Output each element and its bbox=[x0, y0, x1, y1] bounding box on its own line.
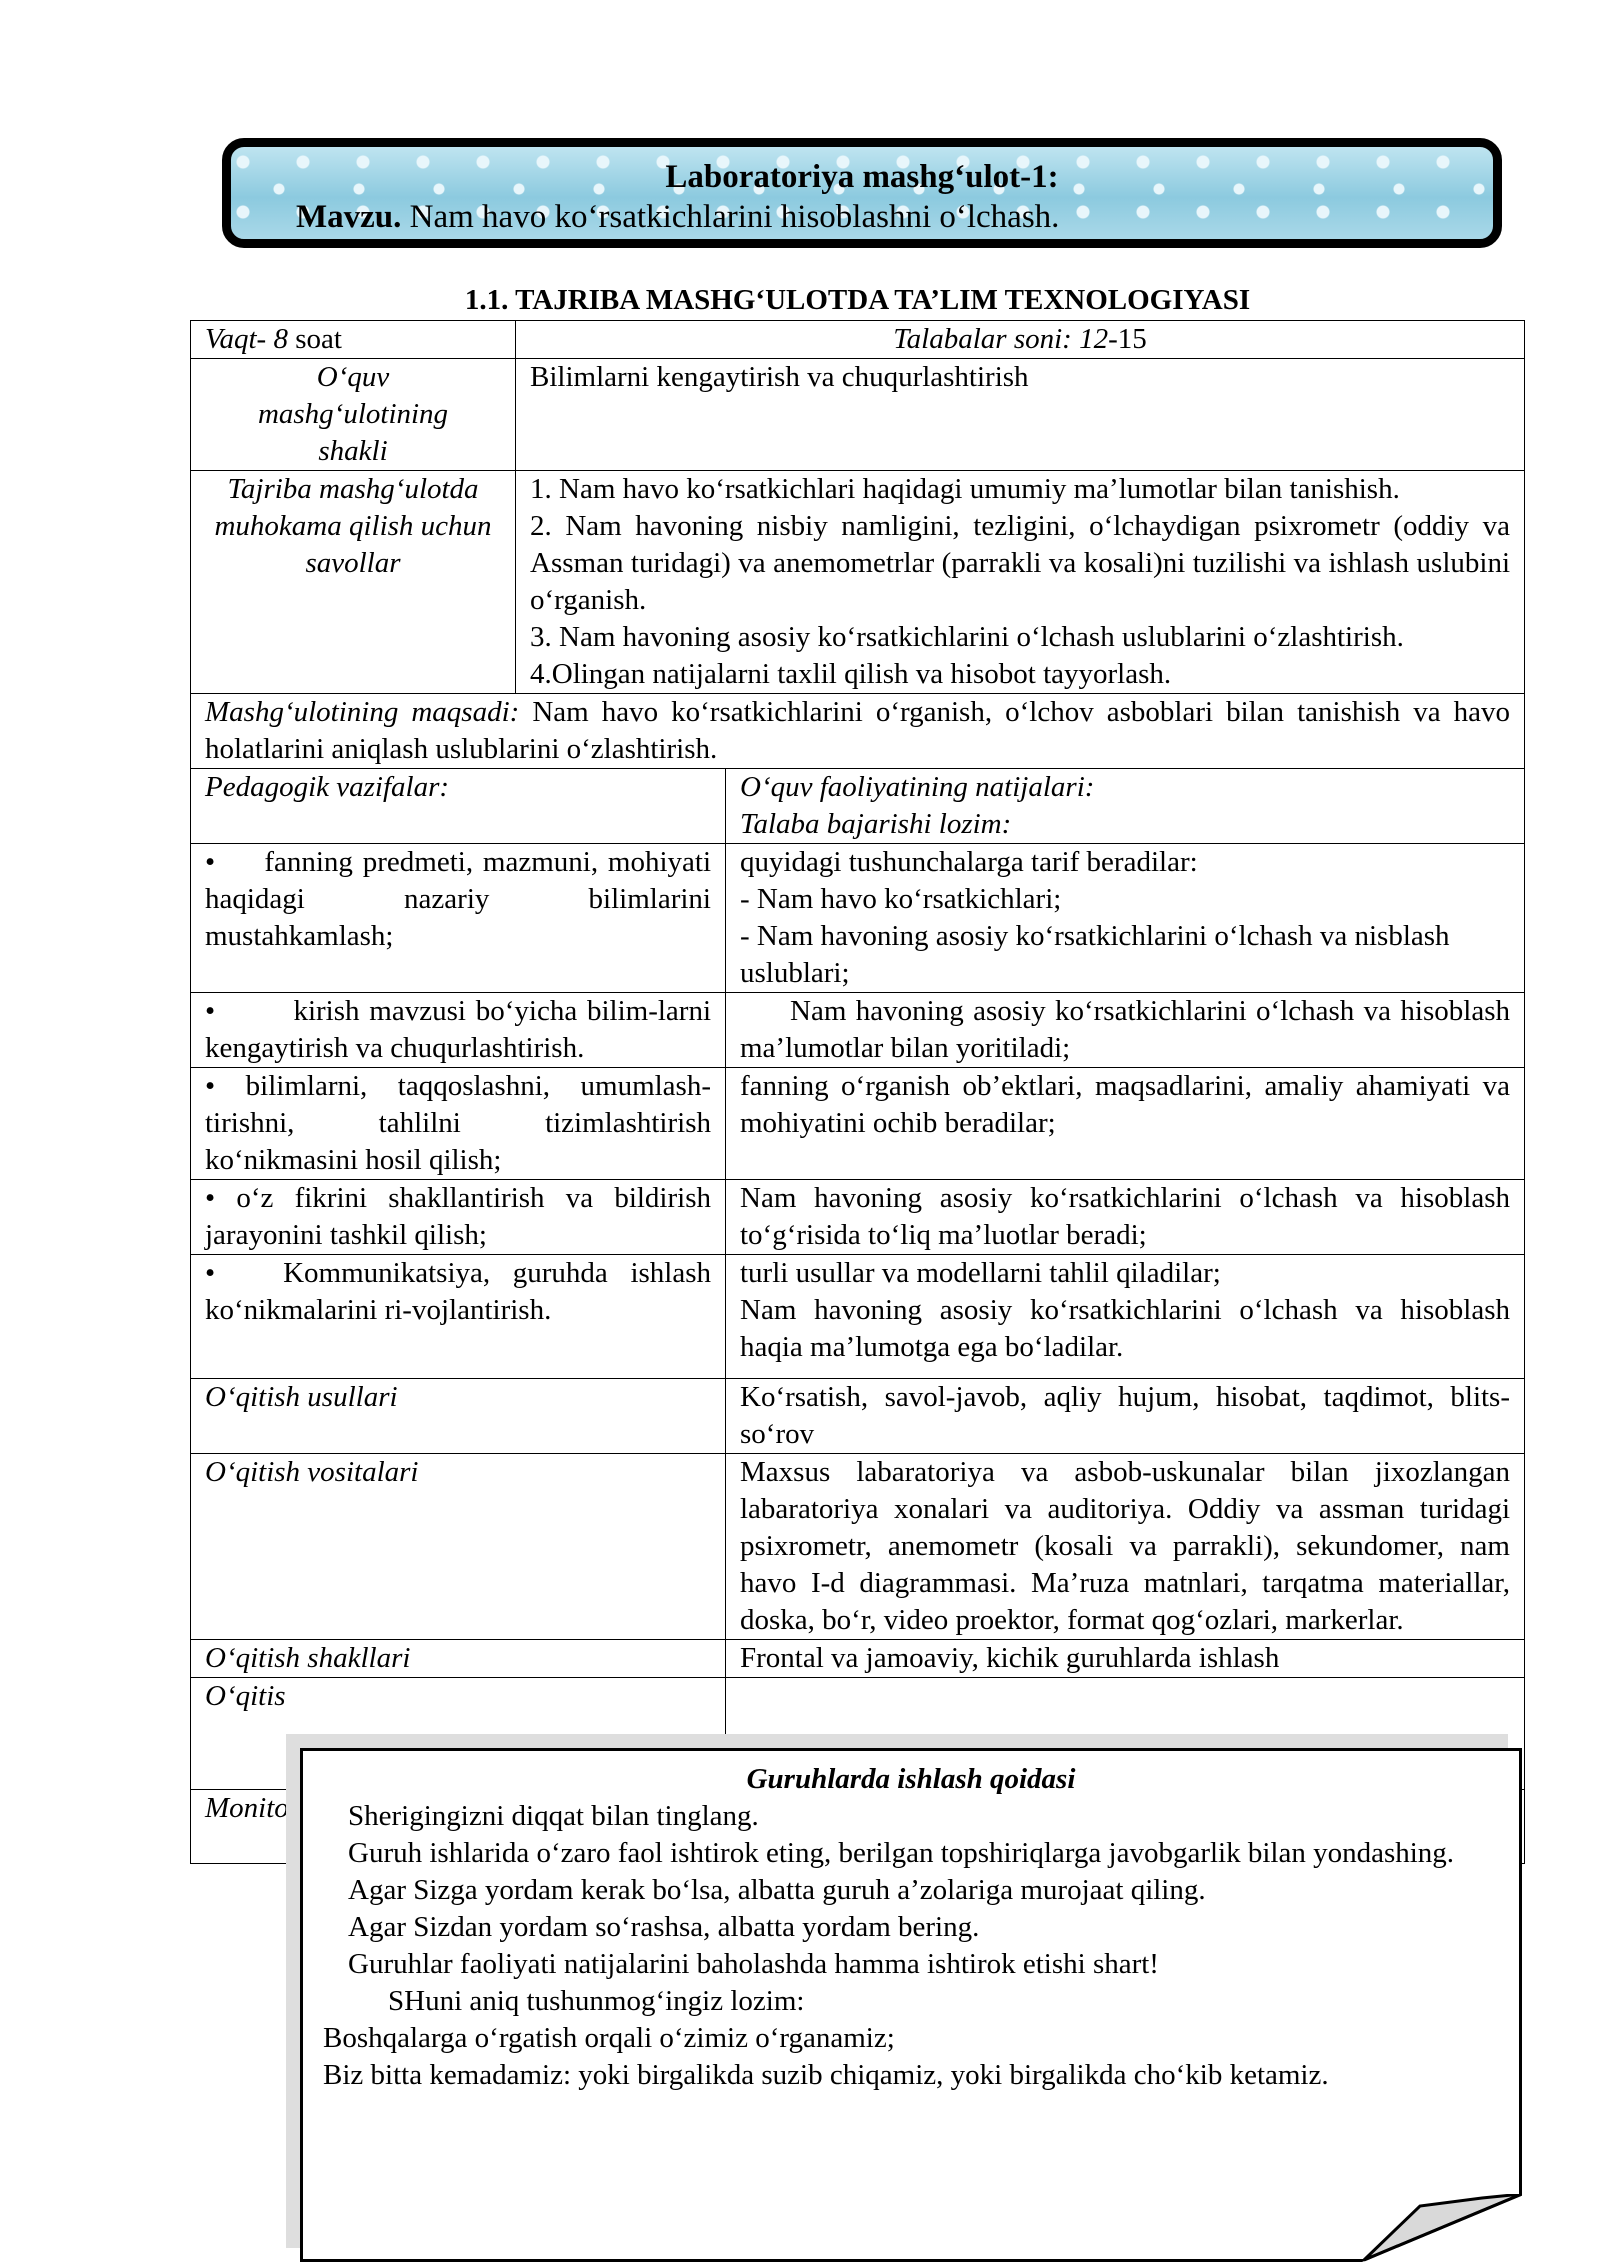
topic-line bbox=[296, 199, 1059, 236]
forms-value: Frontal va jamoaviy, kichik guruhlarda ishlash bbox=[726, 1640, 1525, 1678]
form-label: O‘quv mashg‘ulotining shakli bbox=[191, 359, 516, 471]
results-header-line: O‘quv faoliyatining natijalari: bbox=[740, 771, 1095, 803]
title-banner bbox=[222, 138, 1502, 248]
note-closing: Boshqalarga o‘rgatish orqali o‘zimiz o‘rganamiz; bbox=[323, 2022, 895, 2054]
form-value: Bilimlarni kengaytirish va chuqurlashtirish bbox=[516, 359, 1525, 471]
technology-table bbox=[190, 320, 1525, 1864]
result-text: - Nam havo ko‘rsatkichlari; bbox=[740, 883, 1062, 915]
task-left bbox=[191, 993, 726, 1068]
result-text: quyidagi tushunchalarga tarif beradilar: bbox=[740, 846, 1198, 878]
note-line: Agar Sizga yordam kerak bo‘lsa, albatta guruh a’zolariga murojaat qiling. bbox=[348, 1874, 1206, 1906]
result-text: fanning o‘rganish ob’ektlari, maqsadlarini, amaliy ahamiyati va mohiyatini ochib beradilar; bbox=[740, 1070, 1510, 1139]
note-line: Guruhlar faoliyati natijalarini baholashda hamma ishtirok etishi shart! bbox=[348, 1948, 1159, 1980]
tools-row bbox=[191, 1454, 1525, 1640]
result-text: Nam havoning asosiy ko‘rsatkichlarini o‘lchash va hisoblash haqia ma’lumotga ega bo‘ladilar. bbox=[740, 1294, 1510, 1363]
task-row bbox=[191, 993, 1525, 1068]
ped-header: Pedagogik vazifalar: bbox=[191, 769, 726, 844]
bullet-icon: • bbox=[205, 1182, 237, 1214]
note-line: Guruh ishlarida o‘zaro faol ishtirok eting, berilgan topshiriqlarga javobgarlik bilan yondashing. bbox=[348, 1837, 1455, 1869]
task-right bbox=[726, 1255, 1525, 1379]
task-text: kirish mavzusi bo‘yicha bilim-larni kengaytirish va chuqurlashtirish. bbox=[205, 995, 712, 1064]
task-right bbox=[726, 1068, 1525, 1180]
lab-title: Laboratoriya mashg‘ulot-1: bbox=[665, 159, 1059, 195]
group-rules-note bbox=[300, 1748, 1522, 2262]
students-label: Talabalar soni: 12 bbox=[893, 323, 1109, 355]
time-cell bbox=[191, 321, 516, 359]
task-right bbox=[726, 1180, 1525, 1255]
note-line: Sherigingizni diqqat bilan tinglang. bbox=[348, 1800, 759, 1832]
topic-label: Mavzu. bbox=[296, 199, 402, 235]
task-left bbox=[191, 1255, 726, 1379]
tools-label: O‘qitish vositalari bbox=[191, 1454, 726, 1640]
questions-cell bbox=[516, 471, 1525, 694]
time-row bbox=[191, 321, 1525, 359]
result-text: Nam havoning asosiy ko‘rsatkichlarini o‘lchash va hisoblash ma’lumotlar bilan yoritiladi; bbox=[740, 995, 1510, 1064]
bullet-icon: • bbox=[205, 846, 265, 878]
topic-text: Nam havo ko‘rsatkichlarini hisoblashni o‘lchash. bbox=[401, 199, 1060, 235]
task-left bbox=[191, 1180, 726, 1255]
note-line: Agar Sizdan yordam so‘rashsa, albatta yordam bering. bbox=[348, 1911, 980, 1943]
bullet-icon: • bbox=[205, 995, 294, 1027]
task-text: fanning predmeti, mazmuni, mohiyati haqidagi nazariy bilimlarini mustahkamlash; bbox=[205, 846, 711, 952]
question-item: 4.Olingan natijalarni taxlil qilish va hisobot tayyorlash. bbox=[530, 658, 1172, 690]
note-closing: Biz bitta kemadamiz: yoki birgalikda suzib chiqamiz, yoki birgalikda cho‘kib ketamiz. bbox=[323, 2059, 1329, 2091]
goal-cell bbox=[191, 694, 1525, 769]
partial-label: O‘qitis bbox=[191, 1678, 726, 1790]
time-label: Vaqt- 8 bbox=[205, 323, 288, 355]
note-title: Guruhlarda ishlash qoidasi bbox=[746, 1763, 1076, 1795]
task-right bbox=[726, 993, 1525, 1068]
task-row bbox=[191, 844, 1525, 993]
tools-value: Maxsus labaratoriya va asbob-uskunalar bilan jixozlangan labaratoriya xonalari va auditoriya. Oddiy va assman turidagi psixrometr, anemometr (kosali va parrakli), sekundomer, nam havo I-d diagrammasi. Ma’ruza matnlari, tarqatma materiallar, doska, bo‘r, video proektor, format qog‘ozlari, markerlar. bbox=[726, 1454, 1525, 1640]
tasks-header-row bbox=[191, 769, 1525, 844]
methods-label: O‘qitish usullari bbox=[191, 1379, 726, 1454]
section-title: 1.1. TAJRIBA MASHG‘ULOTDA TA’LIM TEXNOLOGIYASI bbox=[464, 284, 1251, 316]
bullet-icon: • bbox=[205, 1070, 246, 1102]
question-item: 3. Nam havoning asosiy ko‘rsatkichlarini o‘lchash uslublarini o‘zlashtirish. bbox=[530, 621, 1404, 653]
methods-row bbox=[191, 1379, 1525, 1454]
time-unit: soat bbox=[287, 323, 342, 355]
students-cell bbox=[516, 321, 1525, 359]
questions-label: Tajriba mashg‘ulotda muhokama qilish uchun savollar bbox=[191, 471, 516, 694]
form-row bbox=[191, 359, 1525, 471]
partial-label: Monito bbox=[191, 1790, 726, 1864]
result-text: turli usullar va modellarni tahlil qiladilar; bbox=[740, 1257, 1221, 1289]
task-left bbox=[191, 844, 726, 993]
note-subhead: SHuni aniq tushunmog‘ingiz lozim: bbox=[388, 1985, 805, 2017]
task-row bbox=[191, 1068, 1525, 1180]
question-item: 2. Nam havoning nisbiy namligini, tezligini, o‘lchaydigan psixrometr (oddiy va Assman turidagi) va anemometrlar (parrakli va kosali)ni tuzilishi va ishlash uslubini o‘rganish. bbox=[530, 510, 1510, 616]
task-text: Kommunikatsiya, guruhda ishlash ko‘nikmalarini ri-vojlantirish. bbox=[205, 1257, 712, 1326]
goal-label: Mashg‘ulotining maqsadi: bbox=[205, 696, 520, 728]
task-text: bilimlarni, taqqoslashni, umumlash-tirishni, tahlilni tizimlashtirish ko‘nikmasini hosil qilish; bbox=[205, 1070, 711, 1176]
students-suffix: -15 bbox=[1108, 323, 1147, 355]
forms-row bbox=[191, 1640, 1525, 1678]
result-text: - Nam havoning asosiy ko‘rsatkichlarini o‘lchash va nisblash uslublari; bbox=[740, 920, 1450, 989]
goal-text: Nam havo ko‘rsatkichlarini o‘rganish, o‘lchov asboblari bilan tanishish va havo holatlarini aniqlash uslublarini o‘zlashtirish. bbox=[205, 696, 1510, 765]
page-curl-icon bbox=[1362, 2194, 1522, 2262]
methods-value: Ko‘rsatish, savol-javob, aqliy hujum, hisobat, taqdimot, blits-so‘rov bbox=[726, 1379, 1525, 1454]
task-left bbox=[191, 1068, 726, 1180]
forms-label: O‘qitish shakllari bbox=[191, 1640, 726, 1678]
task-row bbox=[191, 1255, 1525, 1379]
results-header-line: Talaba bajarishi lozim: bbox=[740, 808, 1012, 840]
question-item: 1. Nam havo ko‘rsatkichlari haqidagi umumiy ma’lumotlar bilan tanishish. bbox=[530, 473, 1400, 505]
bullet-icon: • bbox=[205, 1257, 284, 1289]
result-text: Nam havoning asosiy ko‘rsatkichlarini o‘lchash va hisoblash to‘g‘risida to‘liq ma’luotlar beradi; bbox=[740, 1182, 1510, 1251]
task-row bbox=[191, 1180, 1525, 1255]
results-header bbox=[726, 769, 1525, 844]
task-text: o‘z fikrini shakllantirish va bildirish jarayonini tashkil qilish; bbox=[205, 1182, 711, 1251]
task-right bbox=[726, 844, 1525, 993]
goal-row bbox=[191, 694, 1525, 769]
questions-row bbox=[191, 471, 1525, 694]
